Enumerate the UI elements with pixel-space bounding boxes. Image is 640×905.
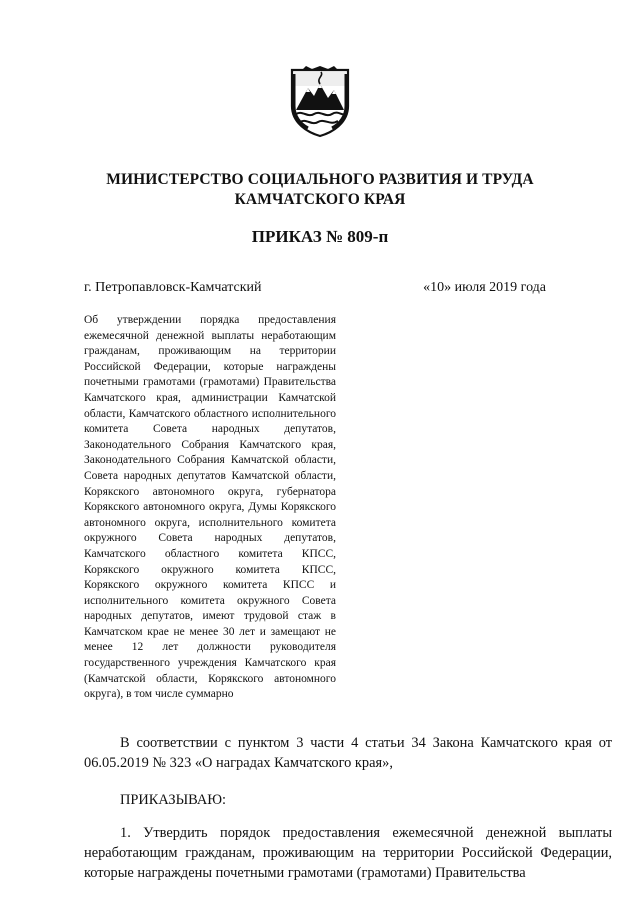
order-word-paragraph — [84, 790, 612, 810]
order-date: «10» июля 2019 года — [423, 280, 546, 295]
ministry-name — [60, 170, 580, 210]
place-date-line — [84, 279, 546, 297]
ministry-line-1: МИНИСТЕРСТВО СОЦИАЛЬНОГО РАЗВИТИЯ И ТРУДА — [106, 171, 534, 188]
item-1-text: 1. Утвердить порядок предоставления ежемесячной денежной выплаты неработающим гражданам, проживающим на территории Российской Федерации, которые награждены почетными грамотами (грамотами) Правительства — [84, 825, 612, 881]
subject-text: Об утверждении порядка предоставления ежемесячной денежной выплаты неработающим гражданам, проживающим на территории Российской Федерации, которые награждены почетными грамотами (грамотами) Правительства Камчатского края, администрации Камчатской области, Камчатского областного исполнительного комитета Совета народных депутатов, Законодательного Собрания Камчатского края, Законодательного Собрания Камчатской области, Совета народных депутатов Камчатской области, Корякского автономного округа, губернатора Корякского автономного округа, Думы Корякского автономного округа, исполнительного комитета окружного Совета народных депутатов, Камчатского областного комитета КПСС, Корякского окружного комитета КПСС, Корякского окружного комитета КПСС и исполнительного комитета окружного Совета народных депутатов, имеют трудовой стаж в Камчатском крае не менее 30 лет и замещают не менее 12 лет должности руководителя государственного учреждения Камчатского края (Камчатской области, Корякского автономного округа), в том числе суммарно — [84, 314, 336, 701]
basis-paragraph — [84, 733, 612, 773]
order-title: ПРИКАЗ № 809-п — [251, 227, 389, 246]
ministry-line-2: КАМЧАТСКОГО КРАЯ — [234, 191, 406, 208]
place: г. Петропавловск-Камчатский — [84, 280, 262, 295]
kamchatka-coat-of-arms-icon — [288, 66, 352, 138]
item-1-paragraph — [84, 823, 612, 883]
basis-text: В соответствии с пунктом 3 части 4 статьи 34 Закона Камчатского края от 06.05.2019 № 323 «О наградах Камчатского края», — [84, 735, 612, 771]
order-word: ПРИКАЗЫВАЮ: — [120, 792, 227, 808]
order-subject — [84, 313, 336, 703]
